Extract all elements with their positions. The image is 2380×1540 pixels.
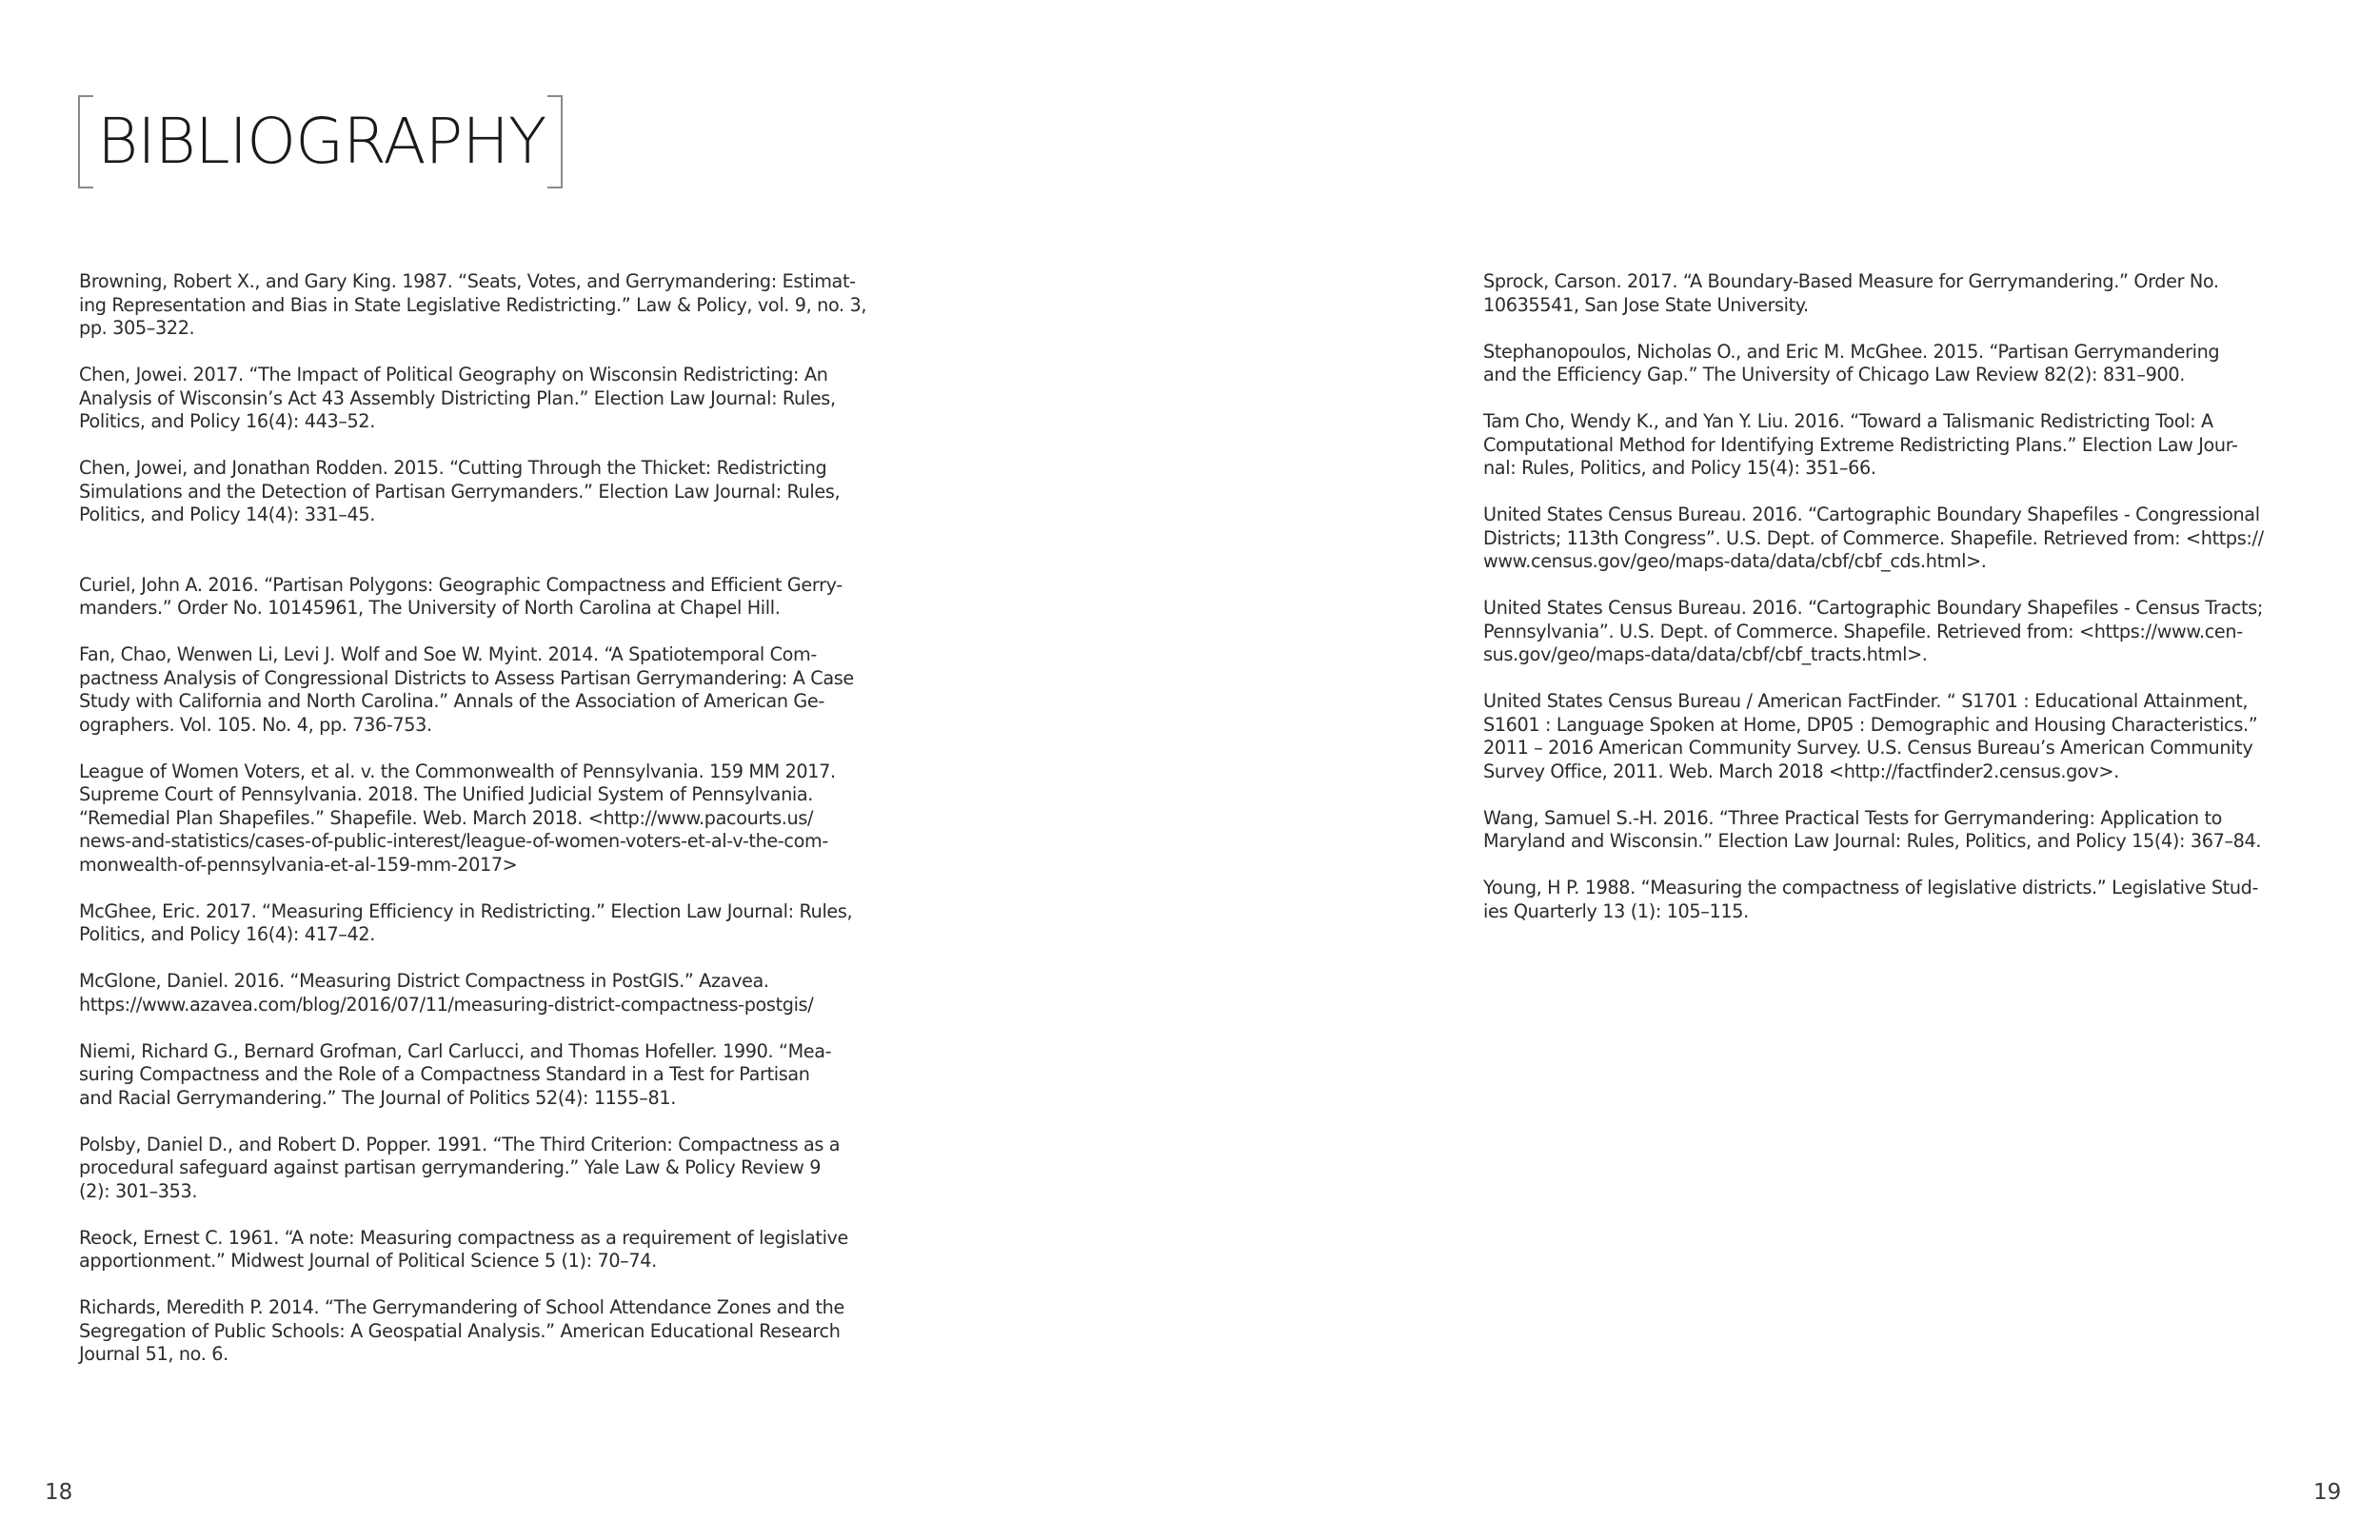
right-page-number: 19 <box>2313 1480 2342 1505</box>
bibliography-entry: Richards, Meredith P. 2014. “The Gerrymandering of School Attendance Zones and the Segregation of Public Schools: A Geospatial Analysis.” American Educational Research Journal 51, no. 6. <box>79 1296 844 1365</box>
title-frame <box>78 95 563 188</box>
right-bibliography-column <box>1483 270 2311 947</box>
bibliography-entry: Polsby, Daniel D., and Robert D. Popper. 1991. “The Third Criterion: Compactness as a procedural safeguard against partisan gerrymandering.” Yale Law & Policy Review 9 (2): 301–353. <box>79 1133 841 1202</box>
bibliography-entry: Chen, Jowei, and Jonathan Rodden. 2015. “Cutting Through the Thicket: Redistricting Simulations and the Detection of Partisan Gerrymanders.” Election Law Journal: Rules, Politics, and Policy 14(4): 331–45. <box>79 457 841 525</box>
bibliography-entry: United States Census Bureau. 2016. “Cartographic Boundary Shapefiles - Census Tracts; Pennsylvania”. U.S. Dept. of Commerce. Shapefile. Retrieved from: <https://www.cen- sus.gov/geo/maps-data/data/cbf/cbf_tracts.html>. <box>1483 597 2263 665</box>
bibliography-entry: United States Census Bureau / American FactFinder. “ S1701 : Educational Attainment, S1601 : Language Spoken at Home, DP05 : Demographic and Housing Characteristics.” 2011 – 2016 American Community Survey. U.S. Census Bureau’s American Community Survey Office, 2011. Web. March 2018 <http://factfinder2.census.gov>. <box>1483 690 2258 782</box>
bibliography-entry: McGhee, Eric. 2017. “Measuring Efficiency in Redistricting.” Election Law Journal: Rules, Politics, and Policy 16(4): 417–42. <box>79 899 853 945</box>
bibliography-entry: Curiel, John A. 2016. “Partisan Polygons: Geographic Compactness and Efficient Gerry- manders.” Order No. 10145961, The University of North Carolina at Chapel Hill. <box>79 573 843 619</box>
left-page-number: 18 <box>45 1480 73 1505</box>
bibliography-entry: Niemi, Richard G., Bernard Grofman, Carl Carlucci, and Thomas Hofeller. 1990. “Mea- suring Compactness and the Role of a Compactness Standard in a Test for Partisan and Racial Gerrymandering.” The Journal of Politics 52(4): 1155–81. <box>79 1039 832 1109</box>
right-bracket-decoration <box>547 95 563 188</box>
bibliography-entry: Young, H P. 1988. “Measuring the compactness of legislative districts.” Legislative Stud- ies Quarterly 13 (1): 105–115. <box>1483 877 2259 922</box>
bibliography-entry: McGlone, Daniel. 2016. “Measuring District Compactness in PostGIS.” Azavea. https://www.azavea.com/blog/2016/07/11/measuring-district-compactness-postgis/ <box>79 970 814 1016</box>
bibliography-entry: League of Women Voters, et al. v. the Commonwealth of Pennsylvania. 159 MM 2017. Supreme Court of Pennsylvania. 2018. The Unified Judicial System of Pennsylvania. “Remedial Plan Shapefiles.” Shapefile. Web. March 2018. <http://www.pacourts.us/ news-and-statistics/cases-of-public-interest/league-of-women-voters-et-al-v-the-com- monwealth-of-pennsylvania-et-al-159-mm-2017> <box>79 760 836 876</box>
bibliography-entry: Reock, Ernest C. 1961. “A note: Measuring compactness as a requirement of legislative apportionment.” Midwest Journal of Political Science 5 (1): 70–74. <box>79 1226 849 1272</box>
bibliography-entry: Browning, Robert X., and Gary King. 1987. “Seats, Votes, and Gerrymandering: Estimat- ing Representation and Bias in State Legislative Redistricting.” Law & Policy, vol. 9, no. 3, pp. 305–322. <box>79 270 867 339</box>
bibliography-entry: Wang, Samuel S.-H. 2016. “Three Practical Tests for Gerrymandering: Application to Maryland and Wisconsin.” Election Law Journal: Rules, Politics, and Policy 15(4): 367–84. <box>1483 806 2262 852</box>
bibliography-entry: United States Census Bureau. 2016. “Cartographic Boundary Shapefiles - Congressional Districts; 113th Congress”. U.S. Dept. of Commerce. Shapefile. Retrieved from: <https:// www.census.gov/geo/maps-data/data/cbf/cbf_cds.html>. <box>1483 503 2264 572</box>
bibliography-entry: Stephanopoulos, Nicholas O., and Eric M. McGhee. 2015. “Partisan Gerrymandering and the Efficiency Gap.” The University of Chicago Law Review 82(2): 831–900. <box>1483 340 2220 385</box>
left-bibliography-column <box>79 270 907 1390</box>
bibliography-entry: Tam Cho, Wendy K., and Yan Y. Liu. 2016. “Toward a Talismanic Redistricting Tool: A Computational Method for Identifying Extreme Redistricting Plans.” Election Law Jour- nal: Rules, Politics, and Policy 15(4): 351–66. <box>1483 410 2238 479</box>
left-bracket-decoration <box>78 95 93 188</box>
bibliography-entry: Fan, Chao, Wenwen Li, Levi J. Wolf and Soe W. Myint. 2014. “A Spatiotemporal Com- pactness Analysis of Congressional Districts to Assess Partisan Gerrymandering: A Case Study with California and North Carolina.” Annals of the Association of American Ge- ographers. Vol. 105. No. 4, pp. 736-753. <box>79 643 854 736</box>
bibliography-entry: Sprock, Carson. 2017. “A Boundary-Based Measure for Gerrymandering.” Order No. 10635541, San Jose State University. <box>1483 270 2219 316</box>
bibliography-entry: Chen, Jowei. 2017. “The Impact of Political Geography on Wisconsin Redistricting: An Analysis of Wisconsin’s Act 43 Assembly Districting Plan.” Election Law Journal: Rules, Politics, and Policy 16(4): 443–52. <box>79 364 836 432</box>
page-title: BIBLIOGRAPHY <box>97 105 546 178</box>
